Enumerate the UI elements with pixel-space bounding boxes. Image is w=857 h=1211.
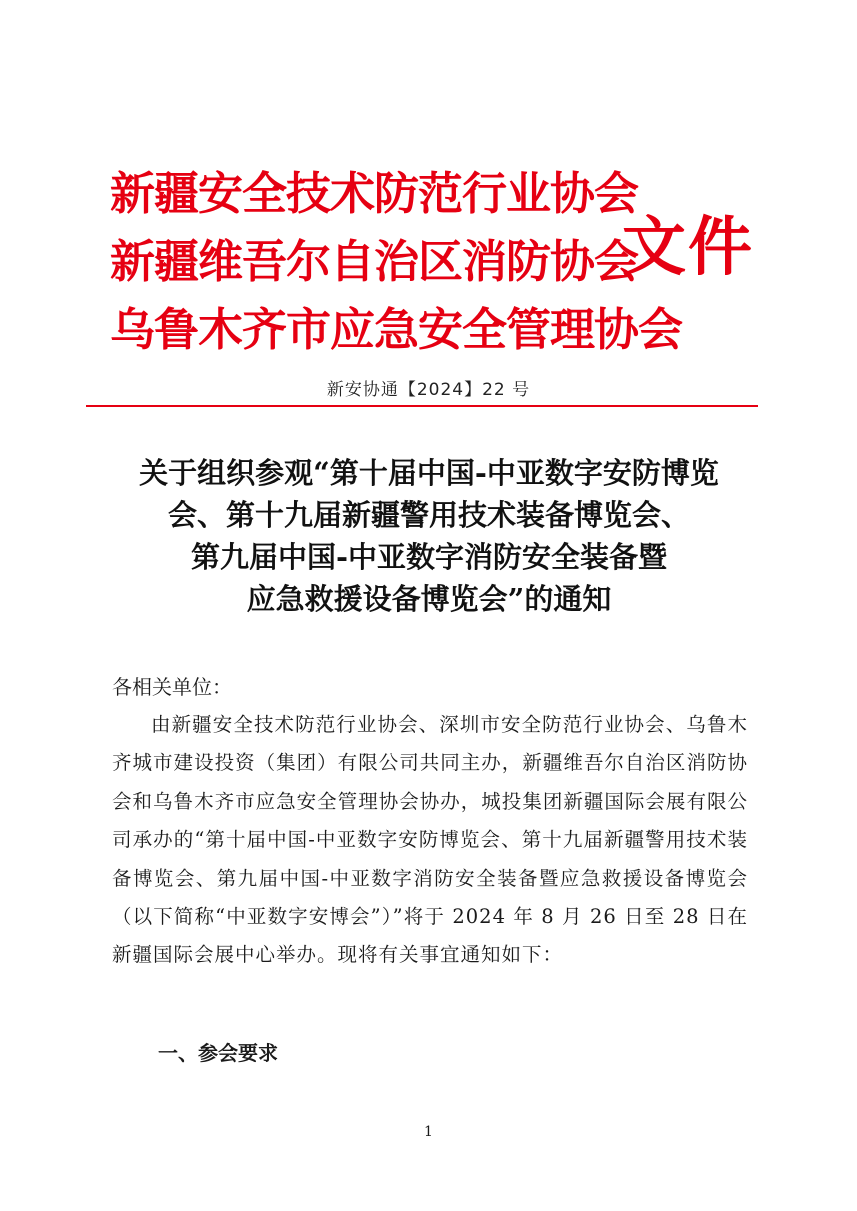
notice-title — [95, 452, 763, 620]
document-number: 新安协通【2024】22 号 — [326, 380, 531, 400]
title-line: 关于组织参观“第十届中国-中亚数字安防博览 — [139, 456, 719, 490]
document-word: 文件 — [622, 210, 754, 285]
organization-name: 新疆安全技术防范行业协会 — [110, 167, 639, 220]
red-header-rule — [86, 405, 758, 407]
section-heading: 一、参会要求 — [158, 1041, 278, 1065]
title-line: 第九届中国-中亚数字消防安全装备暨 — [190, 540, 668, 574]
issuing-organizations — [110, 160, 683, 364]
title-line: 会、第十九届新疆警用技术装备博览会、 — [167, 498, 690, 532]
salutation: 各相关单位： — [112, 675, 232, 699]
organization-name: 乌鲁木齐市应急安全管理协会 — [110, 303, 683, 356]
organization-name: 新疆维吾尔自治区消防协会 — [110, 235, 639, 288]
page-number: 1 — [424, 1124, 433, 1140]
body-paragraph: 由新疆安全技术防范行业协会、深圳市安全防范行业协会、乌鲁木齐城市建设投资（集团）有限公司共同主办，新疆维吾尔自治区消防协会和乌鲁木齐市应急安全管理协会协办，城投集团新疆国际会展有限公司承办的“第十届中国-中亚数字安防博览会、第十九届新疆警用技术装备博览会、第九届中国-中亚数字消防安全装备暨应急救援设备博览会（以下简称“中亚数字安博会”）”将于 2024 年 8 月 26 日至 28 日在新疆国际会展中心举办。现将有关事宜通知如下： — [112, 713, 748, 967]
title-line: 应急救援设备博览会”的通知 — [246, 582, 612, 616]
